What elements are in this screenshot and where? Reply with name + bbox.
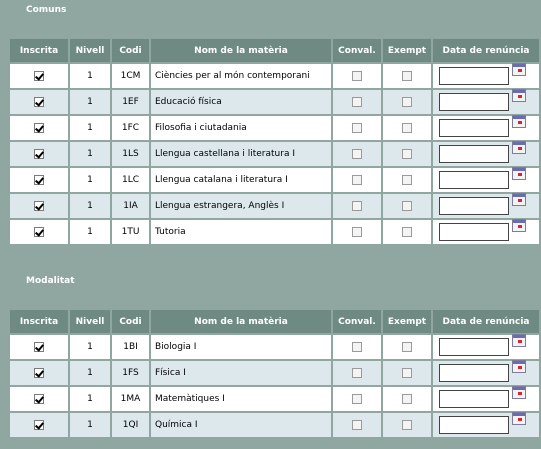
calendar-icon[interactable]: [512, 360, 526, 373]
inscrita-cell: [10, 168, 68, 192]
conval-cell: [333, 361, 381, 385]
exempt-cell: [383, 413, 431, 437]
inscrita-checkbox[interactable]: [34, 149, 44, 159]
calendar-icon[interactable]: [512, 89, 526, 102]
table-row: [10, 64, 539, 88]
data-renuncia-input[interactable]: [439, 338, 509, 356]
conval-cell: [333, 168, 381, 192]
codi-cell: 1LS: [112, 142, 149, 166]
data-renuncia-cell: [433, 361, 539, 385]
data-renuncia-cell: [433, 387, 539, 411]
exempt-checkbox: [402, 394, 412, 404]
table-row: [10, 335, 539, 359]
exempt-cell: [383, 64, 431, 88]
conval-checkbox: [352, 227, 362, 237]
inscrita-cell: [10, 90, 68, 114]
codi-cell: 1BI: [112, 335, 149, 359]
conval-cell: [333, 116, 381, 140]
data-renuncia-cell: [433, 335, 539, 359]
subject-name-cell: Biologia I: [151, 335, 331, 359]
inscrita-cell: [10, 116, 68, 140]
section-title-comuns: Comuns: [26, 5, 67, 15]
conval-cell: [333, 413, 381, 437]
nivell-cell: 1: [70, 361, 110, 385]
conval-checkbox: [352, 201, 362, 211]
inscrita-checkbox[interactable]: [34, 227, 44, 237]
exempt-checkbox: [402, 227, 412, 237]
data-renuncia-input[interactable]: [439, 364, 509, 382]
table-row: [10, 194, 539, 218]
inscrita-checkbox[interactable]: [34, 201, 44, 211]
subjects-table-comuns: [8, 37, 541, 246]
conval-checkbox: [352, 71, 362, 81]
conval-checkbox: [352, 97, 362, 107]
exempt-cell: [383, 335, 431, 359]
conval-cell: [333, 90, 381, 114]
column-header-exempt: Exempt: [383, 310, 431, 333]
column-header-conval: Conval.: [333, 310, 381, 333]
inscrita-checkbox[interactable]: [34, 175, 44, 185]
inscrita-checkbox[interactable]: [34, 394, 44, 404]
inscrita-cell: [10, 64, 68, 88]
data-renuncia-cell: [433, 64, 539, 88]
data-renuncia-cell: [433, 194, 539, 218]
exempt-cell: [383, 194, 431, 218]
subject-name-cell: Química I: [151, 413, 331, 437]
conval-checkbox: [352, 149, 362, 159]
inscrita-cell: [10, 335, 68, 359]
codi-cell: 1LC: [112, 168, 149, 192]
subject-name-cell: Física I: [151, 361, 331, 385]
data-renuncia-cell: [433, 90, 539, 114]
exempt-checkbox: [402, 420, 412, 430]
nivell-cell: 1: [70, 168, 110, 192]
table-row: [10, 361, 539, 385]
calendar-icon[interactable]: [512, 334, 526, 347]
table-row: [10, 387, 539, 411]
data-renuncia-input[interactable]: [439, 197, 509, 215]
column-header-nivell: Nivell: [70, 310, 110, 333]
nivell-cell: 1: [70, 194, 110, 218]
nivell-cell: 1: [70, 116, 110, 140]
codi-cell: 1FC: [112, 116, 149, 140]
exempt-cell: [383, 361, 431, 385]
inscrita-cell: [10, 387, 68, 411]
conval-cell: [333, 142, 381, 166]
table-row: [10, 142, 539, 166]
calendar-icon[interactable]: [512, 219, 526, 232]
table-header-row: [10, 39, 539, 62]
table-header-row: [10, 310, 539, 333]
data-renuncia-cell: [433, 413, 539, 437]
exempt-checkbox: [402, 368, 412, 378]
data-renuncia-input[interactable]: [439, 119, 509, 137]
inscrita-checkbox[interactable]: [34, 123, 44, 133]
inscrita-checkbox[interactable]: [34, 420, 44, 430]
exempt-checkbox: [402, 123, 412, 133]
exempt-cell: [383, 116, 431, 140]
data-renuncia-input[interactable]: [439, 67, 509, 85]
data-renuncia-cell: [433, 220, 539, 244]
subjects-table-modalitat: [8, 308, 541, 439]
data-renuncia-input[interactable]: [439, 390, 509, 408]
data-renuncia-input[interactable]: [439, 223, 509, 241]
codi-cell: 1FS: [112, 361, 149, 385]
subject-name-cell: Llengua estrangera, Anglès I: [151, 194, 331, 218]
subject-name-cell: Llengua catalana i literatura I: [151, 168, 331, 192]
codi-cell: 1CM: [112, 64, 149, 88]
calendar-icon[interactable]: [512, 193, 526, 206]
inscrita-checkbox[interactable]: [34, 71, 44, 81]
exempt-cell: [383, 142, 431, 166]
column-header-codi: Codi: [112, 39, 149, 62]
codi-cell: 1IA: [112, 194, 149, 218]
column-header-nivell: Nivell: [70, 39, 110, 62]
column-header-inscrita: Inscrita: [10, 310, 68, 333]
codi-cell: 1QI: [112, 413, 149, 437]
codi-cell: 1TU: [112, 220, 149, 244]
table-row: [10, 116, 539, 140]
data-renuncia-input[interactable]: [439, 145, 509, 163]
inscrita-cell: [10, 142, 68, 166]
calendar-icon[interactable]: [512, 167, 526, 180]
nivell-cell: 1: [70, 64, 110, 88]
calendar-icon[interactable]: [512, 386, 526, 399]
conval-checkbox: [352, 368, 362, 378]
column-header-conval: Conval.: [333, 39, 381, 62]
inscrita-cell: [10, 220, 68, 244]
inscrita-checkbox[interactable]: [34, 342, 44, 352]
inscrita-checkbox[interactable]: [34, 368, 44, 378]
calendar-icon[interactable]: [512, 141, 526, 154]
exempt-checkbox: [402, 97, 412, 107]
conval-cell: [333, 194, 381, 218]
exempt-checkbox: [402, 201, 412, 211]
column-header-codi: Codi: [112, 310, 149, 333]
table-row: [10, 168, 539, 192]
codi-cell: 1MA: [112, 387, 149, 411]
exempt-checkbox: [402, 71, 412, 81]
subject-name-cell: Matemàtiques I: [151, 387, 331, 411]
data-renuncia-cell: [433, 142, 539, 166]
inscrita-cell: [10, 361, 68, 385]
table-row: [10, 90, 539, 114]
conval-checkbox: [352, 420, 362, 430]
exempt-cell: [383, 387, 431, 411]
conval-checkbox: [352, 175, 362, 185]
calendar-icon[interactable]: [512, 63, 526, 76]
nivell-cell: 1: [70, 413, 110, 437]
conval-checkbox: [352, 342, 362, 352]
exempt-checkbox: [402, 175, 412, 185]
data-renuncia-cell: [433, 116, 539, 140]
exempt-checkbox: [402, 342, 412, 352]
exempt-cell: [383, 168, 431, 192]
conval-checkbox: [352, 123, 362, 133]
nivell-cell: 1: [70, 142, 110, 166]
column-header-inscrita: Inscrita: [10, 39, 68, 62]
data-renuncia-input[interactable]: [439, 171, 509, 189]
column-header-exempt: Exempt: [383, 39, 431, 62]
inscrita-cell: [10, 194, 68, 218]
conval-cell: [333, 387, 381, 411]
subject-name-cell: Tutoria: [151, 220, 331, 244]
table-row: [10, 220, 539, 244]
subject-name-cell: Llengua castellana i literatura I: [151, 142, 331, 166]
data-renuncia-cell: [433, 168, 539, 192]
table-row: [10, 413, 539, 437]
inscrita-checkbox[interactable]: [34, 97, 44, 107]
conval-cell: [333, 335, 381, 359]
subject-name-cell: Ciències per al món contemporani: [151, 64, 331, 88]
section-title-modalitat: Modalitat: [26, 276, 75, 286]
exempt-cell: [383, 90, 431, 114]
nivell-cell: 1: [70, 90, 110, 114]
conval-checkbox: [352, 394, 362, 404]
nivell-cell: 1: [70, 220, 110, 244]
subject-name-cell: Educació física: [151, 90, 331, 114]
data-renuncia-input[interactable]: [439, 416, 509, 434]
column-header-nom: Nom de la matèria: [151, 310, 331, 333]
column-header-nom: Nom de la matèria: [151, 39, 331, 62]
exempt-cell: [383, 220, 431, 244]
subject-name-cell: Filosofia i ciutadania: [151, 116, 331, 140]
data-renuncia-input[interactable]: [439, 93, 509, 111]
calendar-icon[interactable]: [512, 412, 526, 425]
conval-cell: [333, 220, 381, 244]
nivell-cell: 1: [70, 387, 110, 411]
conval-cell: [333, 64, 381, 88]
column-header-data-renuncia: Data de renúncia: [433, 39, 539, 62]
column-header-data-renuncia: Data de renúncia: [433, 310, 539, 333]
nivell-cell: 1: [70, 335, 110, 359]
inscrita-cell: [10, 413, 68, 437]
calendar-icon[interactable]: [512, 115, 526, 128]
exempt-checkbox: [402, 149, 412, 159]
codi-cell: 1EF: [112, 90, 149, 114]
